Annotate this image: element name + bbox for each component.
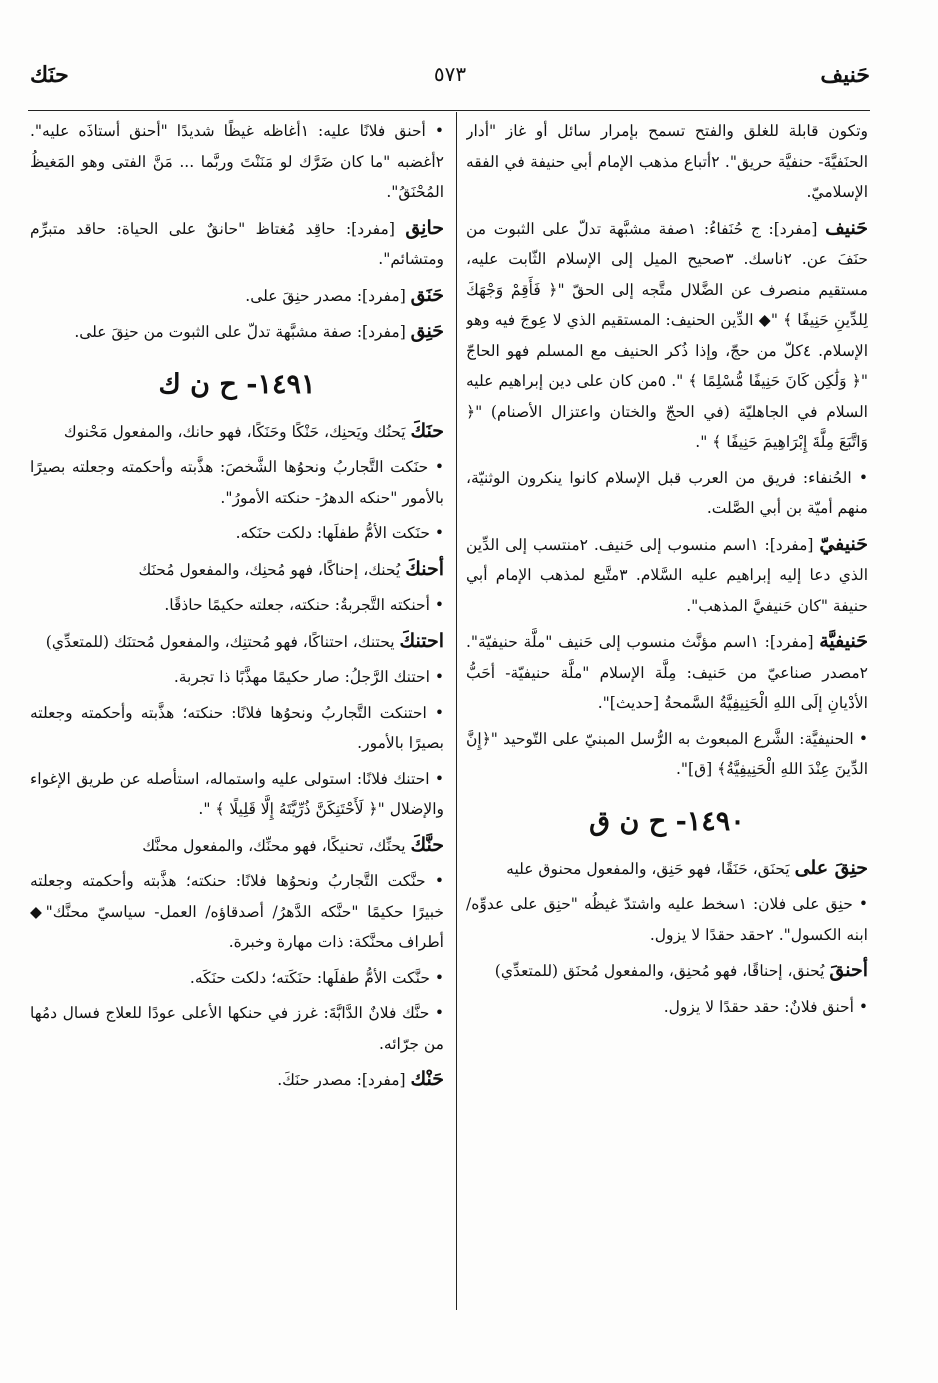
header-headword-right: حَنيف (820, 62, 870, 88)
header-rule (28, 110, 870, 111)
entry-definition: [مفرد]: مصدر حنِقَ على. (245, 286, 411, 305)
page-header (30, 62, 870, 102)
entry-headword: حنَكَ (410, 419, 444, 442)
dictionary-entry (30, 830, 444, 862)
entry-sense: • حنَكت الأمُّ طفلَها: دلكت حنَكه. (235, 524, 444, 542)
entry-definition: [مفرد]: صفة مشبَّهة تدلّ على الثبوت من حنِقَ على. (74, 323, 411, 341)
entry-definition: يحنِّك، تحنيكًا، فهو محنِّك، والمفعول محنَّك (142, 836, 411, 855)
entry-sense: • حنَّكت الأمُّ طفلَها: حنَكَته؛ دلكت حنَكَه. (189, 968, 444, 987)
dictionary-entry (30, 626, 444, 658)
entry-headword: أحنكَ (405, 557, 444, 580)
entry-definition: [مفرد]: مصدر حنَكَ. (277, 1071, 411, 1089)
entry-definition: يَحنَق، حَنَقًا، فهو حَنِق، والمفعول محنوق عليه (506, 859, 795, 878)
entry-sense: • الحنيفيَّة: الشَّرع المبعوث به الرُّسل المبنيّ على التّوحيد "﴿إِنَّ الدِّينَ عِنْدَ اللهِ الْحَنِيفِيَّةُ﴾ [ق]". (466, 729, 868, 778)
entry-headword: حَنِق (410, 320, 444, 342)
dictionary-entry (466, 955, 868, 987)
page-number: ٥٧٣ (433, 62, 467, 86)
entry-definition: [مفرد]: حاقِد مُغتاظ "حانقٌ على الحياة: حاقد متبرِّم ومتشائم". (30, 219, 444, 268)
entry-definition: يُحنك، إحناكًا، فهو مُحنِك، والمفعول مُحنَك (138, 560, 406, 579)
dictionary-entry (466, 529, 868, 622)
dictionary-entry (466, 853, 868, 885)
header-headword-left: حنَك (30, 62, 69, 88)
root-heading: ١٤٩١- ح ن ك (158, 368, 316, 400)
dictionary-entry (30, 554, 444, 586)
entry-sense: • حنَّكت التَّجاربُ ونحوُها فلانًا: حنكته؛ هذَّبته وأحكمته وجعلته خبيرًا حكيمًا "حنَّكه الدَّهرُ/ أصدقاؤه/ العمل- سياسيّ محنَّك"◆ أطراف محنَّكة: ذات مهارة وخبرة. (30, 872, 444, 951)
dictionary-entry (30, 280, 444, 312)
left-column (30, 116, 444, 1316)
entry-headword: حَنيف (825, 216, 868, 239)
entry-sense: • حنَّك فلانٌ الدَّابَّةَ: غرز في حنكها الأعلى عودًا للعلاج فسال دمُها من جرّائه. (30, 1004, 444, 1053)
entry-sense: • أحنق فلانًا عليه: ١أغاظه غيظًا شديدًا "أحنق أستاذَه عليه". ٢أغضبه "ما كان ضَرَّك لو مَنَنْتَ وربَّما ... مَنَّ الفتى وهو المَغيظُ المُحْنَقُ". (30, 122, 444, 201)
entry-headword: حَنيفيّ (819, 532, 868, 555)
dictionary-entry (466, 213, 868, 458)
dictionary-entry (30, 213, 444, 275)
entry-sense: • حنِق على فلان: ١سخط عليه واشتدّ غيظُه "حنِق على عدوِّه/ ابنه الكسول". ٢حقد حقدًا لا يزول. (466, 895, 868, 944)
entry-sense: • احتنك الرَّجلُ: صار حكيمًا مهذَّبًا ذا تجربة. (173, 668, 444, 686)
entry-definition: يَحنُك ويَحنِك، حَنْكًا وحَنَكًا، فهو حانك، والمفعول مَحْنوك (63, 422, 411, 441)
dictionary-entry (30, 1064, 444, 1096)
entry-headword: حَنْك (410, 1068, 444, 1090)
entry-sense: وتكون قابلة للغلق والفتح تسمح بإمرار سائل أو غاز "أدار الحنَفيَّةَ- حنفيَّة حريق". ٢أتباع مذهب الإمام أبي حنيفة في الفقه الإسلاميّ. (466, 122, 868, 201)
entry-sense: • احتنك فلانًا: استولى عليه واستماله، استأصله عن طريق الإغواء والإضلال "﴿ لَأَحْتَنِكَنَّ ذُرِّيَّتَهُ إِلَّا قَلِيلًا ﴾ ". (30, 769, 444, 818)
right-column (466, 116, 868, 1316)
dictionary-entry (466, 626, 868, 719)
entry-sense: • أحنكته التَّجربةُ: حنكته، جعلته حكيمًا حاذقًا. (164, 596, 444, 614)
entry-headword: حنَّكَ (410, 833, 444, 856)
entry-headword: أحنقَ (829, 959, 868, 981)
entry-headword: حانِق (405, 216, 444, 239)
entry-headword: حنِقَ على (794, 856, 868, 879)
entry-headword: حَنيفيَّة (819, 630, 868, 652)
root-heading: ١٤٩٠- ح ن ق (589, 805, 745, 837)
entry-sense: • احتنكت التَّجاربُ ونحوُها فلانًا: حنكته؛ هذَّبته وأحكمته وجعلته بصيرًا بالأمور. (30, 703, 444, 752)
entry-headword: حَنَق (410, 283, 444, 306)
column-divider (456, 112, 457, 1310)
entry-sense: • حنَكت التَّجاربُ ونحوُها الشَّخصَ: هذَّبته وأحكمته وجعلته بصيرًا بالأمور "حنكه الدهرُ- حنكته الأمورُ". (30, 458, 444, 507)
entry-definition: [مفرد]: ١اسم منسوب إلى حَنيف. ٢منتسب إلى الدِّين الذي دعا إليه إبراهيم عليه السَّلام. ٣متَّبع لمذهب الإمام أبي حنيفة "كان حَنيفيَّ المذهب". (466, 535, 868, 615)
entry-headword: احتنكَ (399, 629, 444, 652)
entry-sense: • أحنق فلانٌ: حقد حقدًا لا يزول. (663, 997, 868, 1016)
entry-definition: يحتنك، احتناكًا، فهو مُحتنِك، والمفعول مُحتنَك (للمتعدِّي) (45, 632, 400, 651)
entry-definition: [مفرد]: ١اسم مؤنَّث منسوب إلى حَنيف "ملَّة حنيفيّة". ٢مصدر صناعيّ من حَنيف: مِلَّة الإسلام "ملَّة حنيفيّة- أحَبُّ الأدْيانِ إلَى اللهِ الْحَنِيفِيَّةُ السَّمحةُ [حديث]". (466, 633, 868, 712)
entry-sense: • الحُنفاء: فريق من العرب قبل الإسلام كانوا ينكرون الوثنيّة، منهم أميّة بن أبي الصَّلت. (466, 468, 868, 517)
dictionary-entry (30, 316, 444, 348)
dictionary-entry (30, 416, 444, 448)
entry-definition: يُحنق، إحناقًا، فهو مُحنِق، والمفعول مُحنَق (للمتعدِّي) (494, 962, 830, 980)
entry-definition: [مفرد]: ج حُنَفاءُ: ١صفة مشبَّهة تدلّ على الثبوت من حنَفَ عن. ٢ناسك. ٣صحيح الميل إلى الإسلام الثّابت عليه، مستقيم منصرف عن الضَّلال متَّجه إلى الحقّ "﴿ فَأَقِمْ وَجْهَكَ لِلدِّينِ حَنِيفًا ﴾ "◆ الدِّين الحنيف: المستقيم الذي لا عِوجَ فيه وهو الإسلام. ٤كلّ من حجّ، وإذا ذُكر الحنيف مع المسلم فهو الحاجّ "﴿ وَلَٰكِن كَانَ حَنِيفًا مُّسْلِمًا ﴾ ". ٥من كان على دين إبراهيم عليه السلام في الجاهليّة (في الحجّ والختان واعتزال الأصنام) "﴿ وَاتَّبَعَ مِلَّةَ إِبْرَاهِيمَ حَنِيفًا ﴾ ". (466, 219, 868, 451)
